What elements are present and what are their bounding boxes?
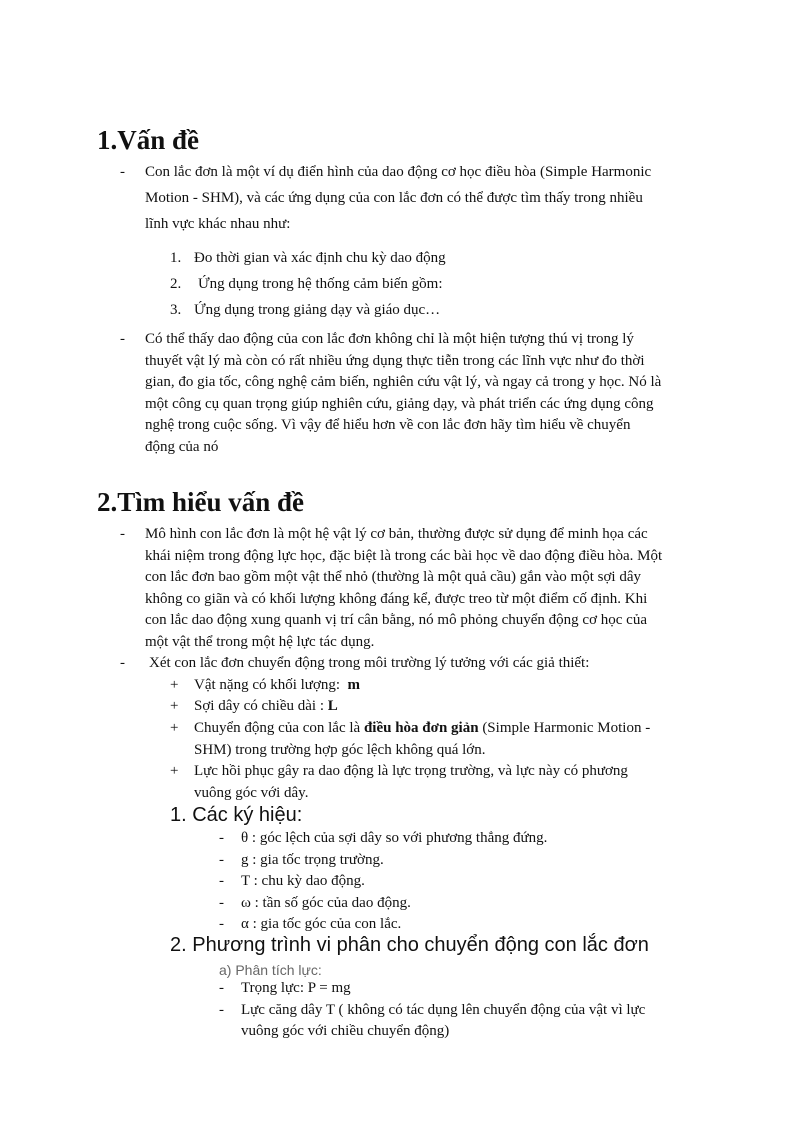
- assumption-text: (Simple Harmonic Motion -: [482, 720, 651, 736]
- list-item: [170, 297, 446, 323]
- section-1-title: 1.Vấn đề: [97, 125, 200, 155]
- dash-bullet: -: [120, 655, 125, 671]
- symbol-text: T : chu kỳ dao động.: [241, 873, 365, 889]
- plus-bullet: +: [170, 677, 179, 693]
- symbol-text: g : gia tốc trọng trường.: [241, 851, 384, 868]
- force-analysis-label: a) Phân tích lực:: [219, 962, 322, 978]
- list-number: 2.: [170, 276, 182, 292]
- list-text: Đo thời gian và xác định chu kỳ dao động: [194, 250, 446, 266]
- assumption-intro: Xét con lắc đơn chuyển động trong môi trường lý tưởng với các giả thiết:: [149, 655, 590, 671]
- list-item: [219, 1000, 645, 1022]
- symbol-text: ω : tần số góc của dao động.: [241, 894, 411, 911]
- shm-term: điều hòa đơn giản: [363, 720, 479, 736]
- text-line: Lực hồi phục gây ra dao động là lực trọng trường, và lực này có phương: [194, 763, 628, 779]
- plus-bullet: +: [170, 763, 179, 779]
- text-line: vuông góc với dây.: [194, 784, 309, 801]
- dash-bullet: -: [219, 894, 224, 911]
- list-item: [170, 245, 446, 271]
- equation-heading: 2. Phương trình vi phân cho chuyển động con lắc đơn: [170, 934, 649, 956]
- applications-list: [170, 245, 446, 323]
- text-line: một vật thể trong một hệ lực tác dụng.: [145, 633, 375, 650]
- assumption-shm: [194, 718, 650, 761]
- text-line: một công cụ quan trọng giúp nghiên cứu, giảng dạy, và phát triển các ứng dụng công: [145, 395, 654, 412]
- text-line: lĩnh vực khác nhau như:: [145, 216, 291, 232]
- summary-paragraph: [145, 329, 661, 458]
- text-line: vuông góc với chiều chuyển động): [241, 1023, 450, 1039]
- dash-bullet: -: [219, 851, 224, 868]
- text-line: con lắc đơn bao gồm một vật thể nhỏ (thường là một quả cầu) gắn vào một sợi dây: [145, 569, 641, 585]
- text-line: thuyết vật lý mà còn có rất nhiều ứng dụng thực tiễn trong các lĩnh vực như đo thời: [145, 352, 645, 369]
- text-line: nghệ trong cuộc sống. Vì vậy để hiểu hơn về con lắc đơn hãy tìm hiểu về chuyển: [145, 417, 631, 433]
- dash-bullet: -: [120, 331, 125, 347]
- section-2-title: 2.Tìm hiểu vấn đề: [97, 487, 305, 517]
- assumption-length: [194, 696, 338, 718]
- assumption-text: Chuyển động của con lắc là: [194, 720, 361, 736]
- list-item: [219, 871, 547, 893]
- dash-bullet: -: [120, 526, 125, 542]
- assumption-force: [194, 761, 628, 804]
- symbols-list: [219, 828, 547, 936]
- text-line: Motion - SHM), và các ứng dụng của con lắc đơn có thể được tìm thấy trong nhiều: [145, 190, 643, 206]
- symbol-text: α : gia tốc góc của con lắc.: [241, 916, 402, 932]
- list-number: 1.: [170, 250, 182, 266]
- list-item: [219, 850, 547, 872]
- force-text: Trọng lực: P = mg: [241, 980, 351, 996]
- list-item: [219, 978, 645, 1000]
- text-line: [194, 718, 650, 740]
- plus-bullet: +: [170, 720, 179, 736]
- list-item: [170, 271, 446, 297]
- dash-bullet: -: [120, 164, 125, 180]
- assumption-text: Vật nặng có khối lượng:: [194, 677, 341, 693]
- text-line: động của nó: [145, 438, 219, 455]
- plus-bullet: +: [170, 698, 179, 714]
- intro-paragraph: [145, 159, 651, 237]
- symbols-heading: 1. Các ký hiệu:: [170, 804, 303, 826]
- text-line: gian, đo gia tốc, công nghệ cảm biến, nghiên cứu vật lý, và ngay cả trong y học. Nó là: [145, 374, 662, 390]
- dash-bullet: -: [219, 1001, 224, 1018]
- forces-list: [219, 978, 645, 1043]
- list-text: Ứng dụng trong giảng dạy và giáo dục…: [194, 302, 441, 318]
- text-line: Mô hình con lắc đơn là một hệ vật lý cơ bản, thường được sử dụng để minh họa các: [145, 526, 648, 542]
- text-line: không co giãn và có khối lượng không đáng kể, được treo từ một điểm cố định. Khi: [145, 590, 648, 607]
- text-line: Con lắc đơn là một ví dụ điển hình của dao động cơ học điều hòa (Simple Harmonic: [145, 164, 652, 180]
- text-line: con lắc dao động xung quanh vị trí cân bằng, nó mô phỏng chuyển động cơ học của: [145, 612, 647, 628]
- model-paragraph: [145, 524, 662, 653]
- list-text: Ứng dụng trong hệ thống cảm biến gồm:: [198, 276, 443, 292]
- text-line: Có thể thấy dao động của con lắc đơn không chỉ là một hiện tượng thú vị trong lý: [145, 331, 634, 347]
- list-item: [219, 893, 547, 915]
- symbol-text: θ : góc lệch của sợi dây so với phương thẳng đứng.: [241, 830, 548, 846]
- text-line: khái niệm trong động lực học, đặc biệt là trong các bài học về dao động điều hòa. Một: [145, 547, 663, 564]
- dash-bullet: -: [219, 916, 224, 932]
- assumption-mass: [194, 675, 360, 697]
- force-text: Lực căng dây T ( không có tác dụng lên chuyển động của vật vì lực: [241, 1001, 646, 1018]
- dash-bullet: -: [219, 980, 224, 996]
- mass-symbol: m: [347, 677, 361, 693]
- length-symbol: L: [327, 698, 338, 714]
- assumption-text: Sợi dây có chiều dài :: [194, 698, 324, 714]
- list-number: 3.: [170, 302, 182, 318]
- dash-bullet: -: [219, 830, 224, 846]
- list-item: [219, 828, 547, 850]
- text-line: SHM) trong trường hợp góc lệch không quá lớn.: [194, 741, 486, 758]
- dash-bullet: -: [219, 873, 224, 889]
